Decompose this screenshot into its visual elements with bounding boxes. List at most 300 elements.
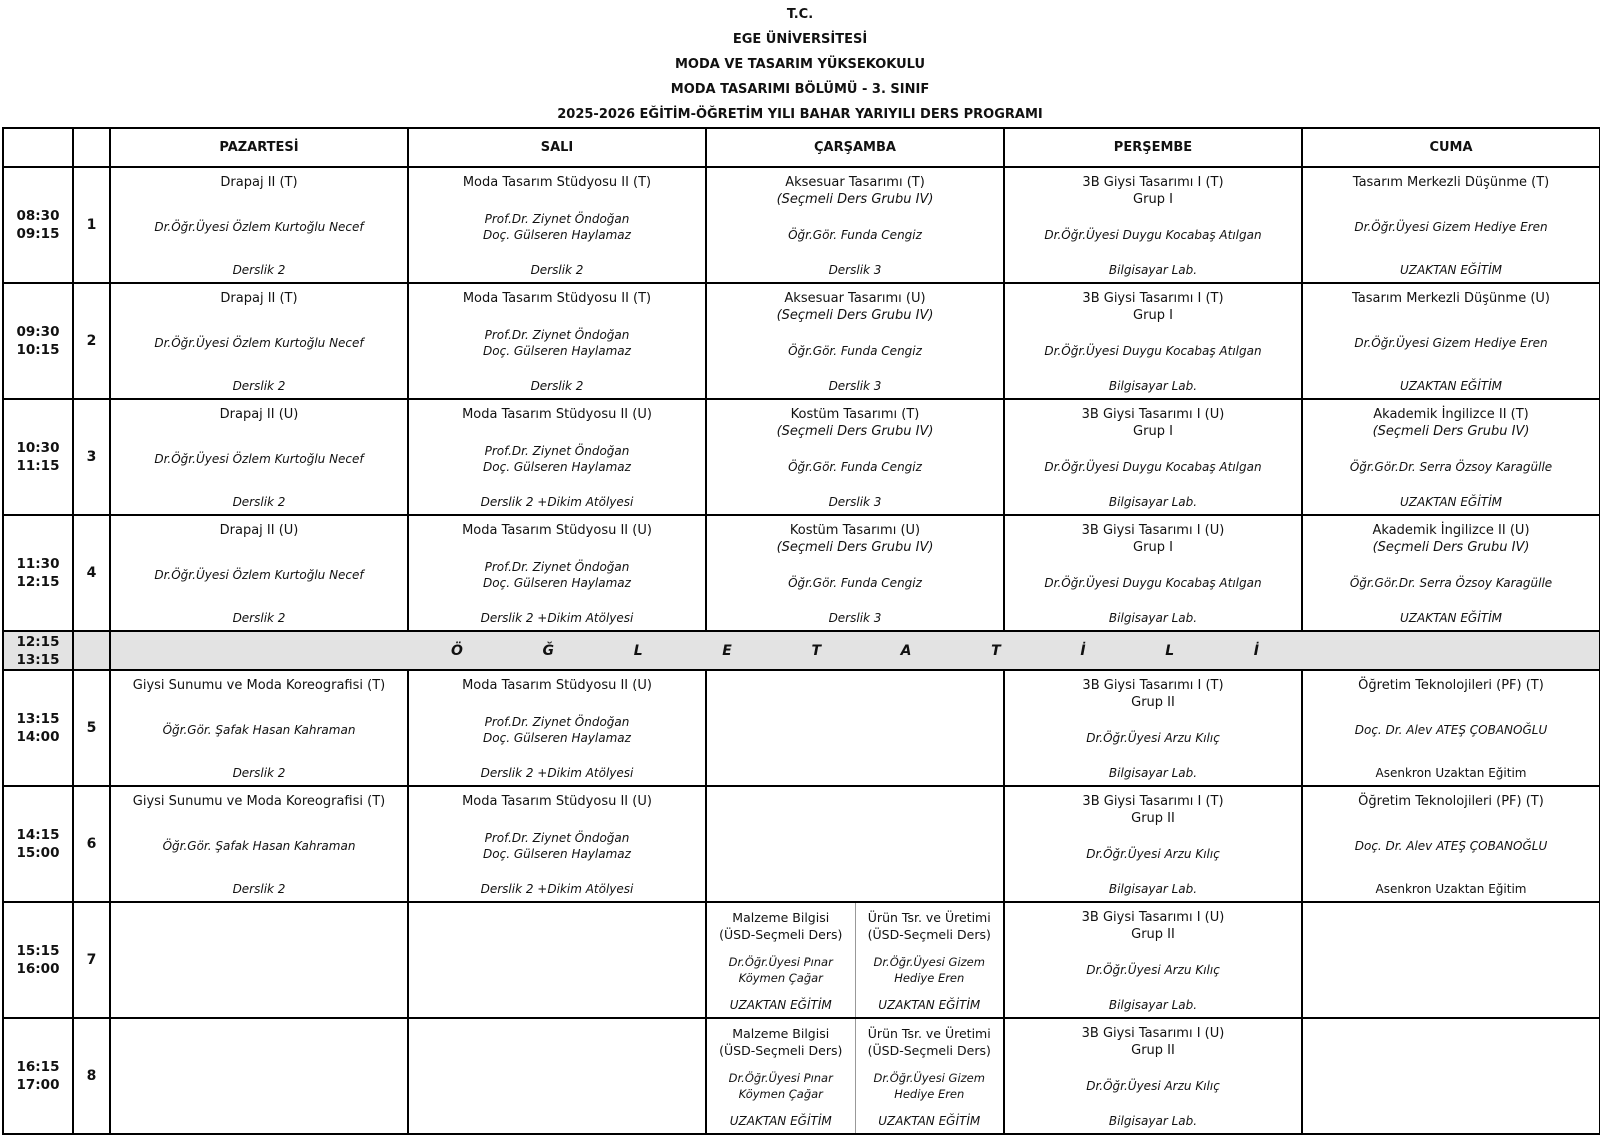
room-label: Bilgisayar Lab. bbox=[1108, 379, 1198, 393]
course-name: Moda Tasarım Stüdyosu II (T) bbox=[462, 291, 652, 306]
day-header-thursday: PERŞEMBE bbox=[1004, 128, 1302, 167]
room-label: UZAKTAN EĞİTİM bbox=[1400, 495, 1502, 509]
course-name: Moda Tasarım Stüdyosu II (U) bbox=[462, 523, 652, 538]
course-name: Giysi Sunumu ve Moda Koreografisi (T) bbox=[132, 794, 386, 809]
course-block bbox=[1009, 522, 1297, 556]
time-slot-row bbox=[3, 670, 1600, 786]
class-cell bbox=[1004, 283, 1302, 399]
course-block bbox=[1009, 290, 1297, 324]
time-start: 09:30 bbox=[16, 324, 60, 340]
course-name: Öğretim Teknolojileri (PF) (T) bbox=[1358, 794, 1544, 809]
day-header-row bbox=[3, 128, 1600, 167]
class-cell bbox=[1004, 670, 1302, 786]
class-cell bbox=[1302, 515, 1600, 631]
time-end: 13:15 bbox=[16, 651, 60, 668]
course-name: Kostüm Tasarımı (T) bbox=[790, 407, 920, 422]
room-label: Derslik 2 +Dikim Atölyesi bbox=[480, 766, 634, 780]
instructor-name: Dr.Öğr.Üyesi Gizem Hediye Eren bbox=[1354, 219, 1548, 234]
course-block bbox=[1009, 677, 1297, 711]
time-cell bbox=[3, 167, 73, 283]
time-slot-row bbox=[3, 515, 1600, 631]
course-group: Grup I bbox=[1133, 424, 1173, 439]
class-cell bbox=[1302, 399, 1600, 515]
room-label: Bilgisayar Lab. bbox=[1108, 882, 1198, 896]
instructor-name: Prof.Dr. Ziynet Öndoğan bbox=[484, 714, 630, 729]
instructor-block bbox=[709, 954, 853, 986]
instructor-name: Dr.Öğr.Üyesi Gizem Hediye Eren bbox=[1354, 335, 1548, 350]
course-name: Moda Tasarım Stüdyosu II (U) bbox=[462, 678, 652, 693]
room-label: Bilgisayar Lab. bbox=[1108, 611, 1198, 625]
class-cell bbox=[110, 399, 408, 515]
instructor-name: Öğr.Gör. Funda Cengiz bbox=[788, 460, 922, 474]
class-cell bbox=[1004, 515, 1302, 631]
day-header-friday: CUMA bbox=[1302, 128, 1600, 167]
instructor-block bbox=[709, 1070, 853, 1102]
time-cell bbox=[3, 283, 73, 399]
class-cell bbox=[1302, 786, 1600, 902]
room-label: Derslik 2 bbox=[232, 379, 286, 393]
day-header-wednesday: ÇARŞAMBA bbox=[706, 128, 1004, 167]
elective-group: (Seçmeli Ders Grubu IV) bbox=[776, 424, 934, 439]
instructor-block bbox=[1009, 962, 1297, 978]
instructor-name: Öğr.Gör. Funda Cengiz bbox=[788, 576, 922, 590]
class-cell bbox=[706, 399, 1004, 515]
class-cell bbox=[706, 167, 1004, 283]
time-slot-row bbox=[3, 167, 1600, 283]
time-slot-row bbox=[3, 786, 1600, 902]
lunch-break-letter: T bbox=[991, 642, 1001, 659]
class-cell bbox=[1004, 1018, 1302, 1134]
course-group: Grup I bbox=[1133, 308, 1173, 323]
time-start: 13:15 bbox=[16, 711, 60, 727]
instructor-name: Öğr.Gör. Şafak Hasan Kahraman bbox=[162, 722, 356, 737]
course-group: Grup I bbox=[1133, 540, 1173, 555]
instructor-block bbox=[1307, 722, 1595, 738]
instructor-block bbox=[1009, 575, 1297, 591]
course-name: Moda Tasarım Stüdyosu II (U) bbox=[462, 794, 652, 809]
split-class-cell bbox=[707, 903, 1003, 1017]
time-start: 16:15 bbox=[16, 1059, 60, 1075]
lunch-break-letter: L bbox=[1165, 642, 1175, 659]
class-cell-content bbox=[111, 400, 407, 514]
course-block bbox=[1307, 677, 1595, 694]
time-cell bbox=[3, 670, 73, 786]
class-cell-content bbox=[707, 284, 1003, 398]
instructor-block bbox=[711, 459, 999, 475]
course-block bbox=[413, 406, 701, 423]
course-block bbox=[711, 406, 999, 440]
lunch-break-letter: E bbox=[722, 642, 732, 659]
room-label: Derslik 3 bbox=[828, 611, 882, 625]
course-name: 3B Giysi Tasarımı I (U) bbox=[1081, 523, 1225, 538]
header-line-university: EGE ÜNİVERSİTESİ bbox=[732, 32, 868, 47]
instructor-block bbox=[1009, 846, 1297, 862]
course-name: Aksesuar Tasarımı (T) bbox=[785, 175, 925, 190]
split-class-half bbox=[707, 1019, 855, 1133]
room-label: Derslik 3 bbox=[828, 379, 882, 393]
document-header bbox=[0, 2, 1600, 127]
course-name: 3B Giysi Tasarımı I (U) bbox=[1081, 1026, 1225, 1041]
time-end: 09:15 bbox=[16, 226, 60, 242]
course-name: Aksesuar Tasarımı (U) bbox=[784, 291, 926, 306]
course-name: 3B Giysi Tasarımı I (T) bbox=[1082, 291, 1224, 306]
instructor-block bbox=[115, 722, 403, 738]
room-label: Derslik 2 bbox=[232, 495, 286, 509]
time-cell bbox=[3, 1018, 73, 1134]
instructor-block bbox=[413, 830, 701, 862]
course-subtitle: (ÜSD-Seçmeli Ders) bbox=[867, 927, 991, 942]
room-label: UZAKTAN EĞİTİM bbox=[729, 1114, 832, 1128]
period-number: 8 bbox=[73, 1018, 110, 1134]
class-cell-content bbox=[111, 168, 407, 282]
course-block bbox=[115, 522, 403, 539]
time-start: 14:15 bbox=[16, 827, 60, 843]
empty-cell bbox=[706, 786, 1004, 902]
instructor-name: Öğr.Gör. Funda Cengiz bbox=[788, 344, 922, 358]
class-cell bbox=[408, 515, 706, 631]
room-label: Bilgisayar Lab. bbox=[1108, 766, 1198, 780]
room-label: Derslik 2 bbox=[232, 263, 286, 277]
class-cell bbox=[706, 902, 1004, 1018]
room-label: UZAKTAN EĞİTİM bbox=[729, 998, 832, 1012]
period-number: 3 bbox=[73, 399, 110, 515]
elective-group: (Seçmeli Ders Grubu IV) bbox=[1372, 424, 1530, 439]
course-block bbox=[711, 174, 999, 208]
class-cell-content bbox=[1303, 671, 1599, 785]
instructor-block bbox=[1307, 335, 1595, 351]
course-block bbox=[413, 793, 701, 810]
class-cell bbox=[706, 515, 1004, 631]
elective-group: (Seçmeli Ders Grubu IV) bbox=[1372, 540, 1530, 555]
class-cell-content bbox=[1005, 1019, 1301, 1133]
room-label: Bilgisayar Lab. bbox=[1108, 495, 1198, 509]
class-cell bbox=[1302, 283, 1600, 399]
schedule-table bbox=[2, 127, 1600, 1135]
instructor-block bbox=[1009, 459, 1297, 475]
class-cell-content bbox=[409, 516, 705, 630]
room-label: UZAKTAN EĞİTİM bbox=[1400, 263, 1502, 277]
instructor-name-cont: Köymen Çağar bbox=[738, 971, 823, 985]
period-number: 2 bbox=[73, 283, 110, 399]
course-block bbox=[115, 793, 403, 810]
instructor-name: Dr.Öğr.Üyesi Gizem bbox=[873, 1071, 985, 1085]
course-name: Giysi Sunumu ve Moda Koreografisi (T) bbox=[132, 678, 386, 693]
instructor-name: Dr.Öğr.Üyesi Özlem Kurtoğlu Necef bbox=[154, 335, 364, 350]
course-block bbox=[709, 1025, 853, 1059]
class-cell-content bbox=[1303, 787, 1599, 901]
instructor-name: Dr.Öğr.Üyesi Duygu Kocabaş Atılgan bbox=[1044, 228, 1262, 242]
course-block bbox=[1307, 174, 1595, 191]
course-block bbox=[115, 677, 403, 694]
instructor-block bbox=[413, 714, 701, 746]
period-number: 6 bbox=[73, 786, 110, 902]
empty-cell bbox=[408, 1018, 706, 1134]
class-cell bbox=[110, 515, 408, 631]
room-label: UZAKTAN EĞİTİM bbox=[1400, 379, 1502, 393]
instructor-name: Dr.Öğr.Üyesi Özlem Kurtoğlu Necef bbox=[154, 451, 364, 466]
course-name: Tasarım Merkezli Düşünme (U) bbox=[1351, 291, 1550, 306]
time-cell bbox=[3, 902, 73, 1018]
time-end: 14:00 bbox=[16, 729, 60, 745]
class-cell-content bbox=[409, 400, 705, 514]
instructor-block bbox=[1009, 343, 1297, 359]
period-number-empty bbox=[73, 631, 110, 670]
class-cell bbox=[408, 670, 706, 786]
room-label: Bilgisayar Lab. bbox=[1108, 998, 1198, 1012]
course-name: Ürün Tsr. ve Üretimi bbox=[867, 1026, 991, 1041]
instructor-block bbox=[115, 335, 403, 351]
room-label: Derslik 2 bbox=[530, 263, 584, 277]
split-class-half bbox=[855, 1019, 1004, 1133]
room-label: Asenkron Uzaktan Eğitim bbox=[1375, 766, 1527, 780]
lunch-break-letter: A bbox=[900, 642, 912, 659]
course-name: 3B Giysi Tasarımı I (U) bbox=[1081, 407, 1225, 422]
class-cell bbox=[408, 786, 706, 902]
course-block bbox=[858, 909, 1002, 943]
course-group: Grup II bbox=[1131, 1043, 1175, 1058]
instructor-block bbox=[858, 1070, 1002, 1102]
instructor-block bbox=[1307, 838, 1595, 854]
instructor-block bbox=[1307, 459, 1595, 475]
instructor-name-second: Doç. Gülseren Haylamaz bbox=[483, 575, 631, 590]
instructor-name-second: Doç. Gülseren Haylamaz bbox=[483, 846, 631, 861]
split-class-cell bbox=[707, 1019, 1003, 1133]
header-line-program-title: 2025-2026 EĞİTİM-ÖĞRETİM YILI BAHAR YARIYILI DERS PROGRAMI bbox=[557, 107, 1043, 122]
course-block bbox=[413, 290, 701, 307]
instructor-name: Prof.Dr. Ziynet Öndoğan bbox=[484, 559, 630, 574]
room-label: UZAKTAN EĞİTİM bbox=[878, 998, 981, 1012]
class-cell bbox=[110, 283, 408, 399]
room-label: Derslik 2 bbox=[530, 379, 584, 393]
room-label: Derslik 2 +Dikim Atölyesi bbox=[480, 611, 634, 625]
course-block bbox=[1009, 406, 1297, 440]
instructor-name: Dr.Öğr.Üyesi Özlem Kurtoğlu Necef bbox=[154, 219, 364, 234]
time-end: 10:15 bbox=[16, 342, 60, 358]
lunch-break-letter: İ bbox=[1080, 642, 1086, 659]
course-block bbox=[1009, 174, 1297, 208]
room-label: Bilgisayar Lab. bbox=[1108, 1114, 1198, 1128]
course-name: Kostüm Tasarımı (U) bbox=[789, 523, 921, 538]
course-group: Grup II bbox=[1131, 695, 1175, 710]
time-slot-row bbox=[3, 399, 1600, 515]
instructor-name: Prof.Dr. Ziynet Öndoğan bbox=[484, 211, 630, 226]
course-name: Drapaj II (U) bbox=[219, 407, 299, 422]
course-subtitle: (ÜSD-Seçmeli Ders) bbox=[719, 1043, 843, 1058]
course-block bbox=[711, 290, 999, 324]
room-label: Bilgisayar Lab. bbox=[1108, 263, 1198, 277]
instructor-block bbox=[858, 954, 1002, 986]
instructor-name-second: Doç. Gülseren Haylamaz bbox=[483, 343, 631, 358]
lunch-break-cell bbox=[110, 631, 1600, 670]
time-start: 11:30 bbox=[16, 556, 60, 572]
elective-group: (Seçmeli Ders Grubu IV) bbox=[776, 308, 934, 323]
class-cell-content bbox=[409, 284, 705, 398]
instructor-name: Öğr.Gör. Şafak Hasan Kahraman bbox=[162, 838, 356, 853]
corner-time-cell bbox=[3, 128, 73, 167]
course-block bbox=[413, 677, 701, 694]
empty-cell bbox=[110, 902, 408, 1018]
class-cell-content bbox=[409, 168, 705, 282]
elective-group: (Seçmeli Ders Grubu IV) bbox=[776, 192, 934, 207]
time-cell bbox=[3, 515, 73, 631]
instructor-name: Öğr.Gör.Dr. Serra Özsoy Karagülle bbox=[1349, 576, 1553, 590]
instructor-name: Doç. Dr. Alev ATEŞ ÇOBANOĞLU bbox=[1354, 838, 1548, 853]
instructor-block bbox=[1009, 730, 1297, 746]
instructor-name: Dr.Öğr.Üyesi Duygu Kocabaş Atılgan bbox=[1044, 460, 1262, 474]
instructor-name-cont: Hediye Eren bbox=[894, 971, 965, 985]
course-block bbox=[413, 522, 701, 539]
instructor-block bbox=[711, 575, 999, 591]
class-cell-content bbox=[1303, 168, 1599, 282]
class-cell bbox=[408, 283, 706, 399]
class-cell-content bbox=[1005, 400, 1301, 514]
course-name: Malzeme Bilgisi bbox=[732, 910, 830, 925]
class-cell-content bbox=[1303, 284, 1599, 398]
room-label: Asenkron Uzaktan Eğitim bbox=[1375, 882, 1527, 896]
empty-cell bbox=[1302, 1018, 1600, 1134]
class-cell-content bbox=[409, 671, 705, 785]
course-name: Tasarım Merkezli Düşünme (T) bbox=[1352, 175, 1550, 190]
class-cell bbox=[1004, 902, 1302, 1018]
course-name: Moda Tasarım Stüdyosu II (U) bbox=[462, 407, 652, 422]
instructor-name: Öğr.Gör.Dr. Serra Özsoy Karagülle bbox=[1349, 460, 1553, 474]
instructor-name-cont: Köymen Çağar bbox=[738, 1087, 823, 1101]
instructor-name: Dr.Öğr.Üyesi Arzu Kılıç bbox=[1086, 1079, 1220, 1093]
instructor-block bbox=[115, 567, 403, 583]
instructor-name: Dr.Öğr.Üyesi Arzu Kılıç bbox=[1086, 963, 1220, 977]
instructor-block bbox=[413, 327, 701, 359]
instructor-name: Doç. Dr. Alev ATEŞ ÇOBANOĞLU bbox=[1354, 722, 1548, 737]
course-block bbox=[115, 406, 403, 423]
instructor-block bbox=[413, 211, 701, 243]
course-name: Moda Tasarım Stüdyosu II (T) bbox=[462, 175, 652, 190]
course-block bbox=[711, 522, 999, 556]
instructor-block bbox=[1009, 1078, 1297, 1094]
room-label: Derslik 3 bbox=[828, 495, 882, 509]
empty-cell bbox=[706, 670, 1004, 786]
course-name: 3B Giysi Tasarımı I (T) bbox=[1082, 794, 1224, 809]
time-slot-row bbox=[3, 283, 1600, 399]
instructor-block bbox=[413, 559, 701, 591]
class-cell-content bbox=[1005, 516, 1301, 630]
room-label: Derslik 2 bbox=[232, 766, 286, 780]
time-end: 11:15 bbox=[16, 458, 60, 474]
instructor-block bbox=[1307, 575, 1595, 591]
header-line-department: MODA TASARIMI BÖLÜMÜ - 3. SINIF bbox=[670, 82, 930, 97]
instructor-name-second: Doç. Gülseren Haylamaz bbox=[483, 227, 631, 242]
time-cell bbox=[3, 631, 73, 670]
class-cell bbox=[408, 167, 706, 283]
course-subtitle: (ÜSD-Seçmeli Ders) bbox=[867, 1043, 991, 1058]
class-cell bbox=[110, 167, 408, 283]
course-block bbox=[1307, 793, 1595, 810]
class-cell-content bbox=[1303, 516, 1599, 630]
course-name: Drapaj II (U) bbox=[219, 523, 299, 538]
instructor-name: Dr.Öğr.Üyesi Arzu Kılıç bbox=[1086, 847, 1220, 861]
lunch-break-letter: Ö bbox=[451, 642, 463, 659]
empty-cell bbox=[408, 902, 706, 1018]
instructor-name-second: Doç. Gülseren Haylamaz bbox=[483, 459, 631, 474]
instructor-name: Dr.Öğr.Üyesi Duygu Kocabaş Atılgan bbox=[1044, 576, 1262, 590]
course-name: 3B Giysi Tasarımı I (T) bbox=[1082, 678, 1224, 693]
time-end: 17:00 bbox=[16, 1077, 60, 1093]
time-end: 16:00 bbox=[16, 961, 60, 977]
class-cell-content bbox=[1005, 284, 1301, 398]
course-block bbox=[413, 174, 701, 191]
room-label: UZAKTAN EĞİTİM bbox=[878, 1114, 981, 1128]
room-label: Derslik 3 bbox=[828, 263, 882, 277]
instructor-name-cont: Hediye Eren bbox=[894, 1087, 965, 1101]
instructor-name: Dr.Öğr.Üyesi Gizem bbox=[873, 955, 985, 969]
time-start: 08:30 bbox=[16, 208, 60, 224]
room-label: Derslik 2 +Dikim Atölyesi bbox=[480, 882, 634, 896]
day-header-tuesday: SALI bbox=[408, 128, 706, 167]
class-cell bbox=[1004, 786, 1302, 902]
class-cell-content bbox=[1005, 787, 1301, 901]
instructor-block bbox=[1009, 227, 1297, 243]
class-cell bbox=[1302, 670, 1600, 786]
lunch-break-row bbox=[3, 631, 1600, 670]
header-line-country: T.C. bbox=[786, 7, 814, 22]
course-block bbox=[115, 290, 403, 307]
class-cell bbox=[706, 283, 1004, 399]
instructor-name: Dr.Öğr.Üyesi Özlem Kurtoğlu Necef bbox=[154, 567, 364, 582]
course-group: Grup II bbox=[1131, 927, 1175, 942]
room-label: Derslik 2 bbox=[232, 882, 286, 896]
class-cell bbox=[110, 786, 408, 902]
instructor-name: Prof.Dr. Ziynet Öndoğan bbox=[484, 443, 630, 458]
course-group: Grup II bbox=[1131, 811, 1175, 826]
course-block bbox=[1009, 909, 1297, 943]
course-block bbox=[115, 174, 403, 191]
empty-cell bbox=[1302, 902, 1600, 1018]
elective-group: (Seçmeli Ders Grubu IV) bbox=[776, 540, 934, 555]
instructor-block bbox=[413, 443, 701, 475]
instructor-name: Dr.Öğr.Üyesi Pınar bbox=[728, 1071, 833, 1085]
class-cell-content bbox=[707, 168, 1003, 282]
course-block bbox=[1009, 1025, 1297, 1059]
class-cell bbox=[1004, 167, 1302, 283]
instructor-block bbox=[711, 343, 999, 359]
class-cell-content bbox=[111, 787, 407, 901]
class-cell bbox=[1302, 167, 1600, 283]
course-name: Öğretim Teknolojileri (PF) (T) bbox=[1358, 678, 1544, 693]
period-number: 5 bbox=[73, 670, 110, 786]
course-name: 3B Giysi Tasarımı I (T) bbox=[1082, 175, 1224, 190]
class-cell-content bbox=[1303, 400, 1599, 514]
course-name: Drapaj II (T) bbox=[220, 291, 298, 306]
time-slot-row bbox=[3, 902, 1600, 1018]
instructor-block bbox=[711, 227, 999, 243]
period-number: 4 bbox=[73, 515, 110, 631]
empty-cell bbox=[110, 1018, 408, 1134]
class-cell bbox=[1004, 399, 1302, 515]
course-subtitle: (ÜSD-Seçmeli Ders) bbox=[719, 927, 843, 942]
class-cell-content bbox=[707, 516, 1003, 630]
lunch-break-letter: İ bbox=[1253, 642, 1259, 659]
room-label: UZAKTAN EĞİTİM bbox=[1400, 611, 1502, 625]
course-block bbox=[1307, 522, 1595, 556]
class-cell-content bbox=[111, 671, 407, 785]
period-number: 1 bbox=[73, 167, 110, 283]
lunch-break-label bbox=[111, 643, 1599, 659]
course-name: Akademik İngilizce II (T) bbox=[1373, 407, 1529, 422]
instructor-name-second: Doç. Gülseren Haylamaz bbox=[483, 730, 631, 745]
class-cell bbox=[110, 670, 408, 786]
lunch-break-letter: L bbox=[633, 642, 643, 659]
time-start: 15:15 bbox=[16, 943, 60, 959]
course-block bbox=[1009, 793, 1297, 827]
